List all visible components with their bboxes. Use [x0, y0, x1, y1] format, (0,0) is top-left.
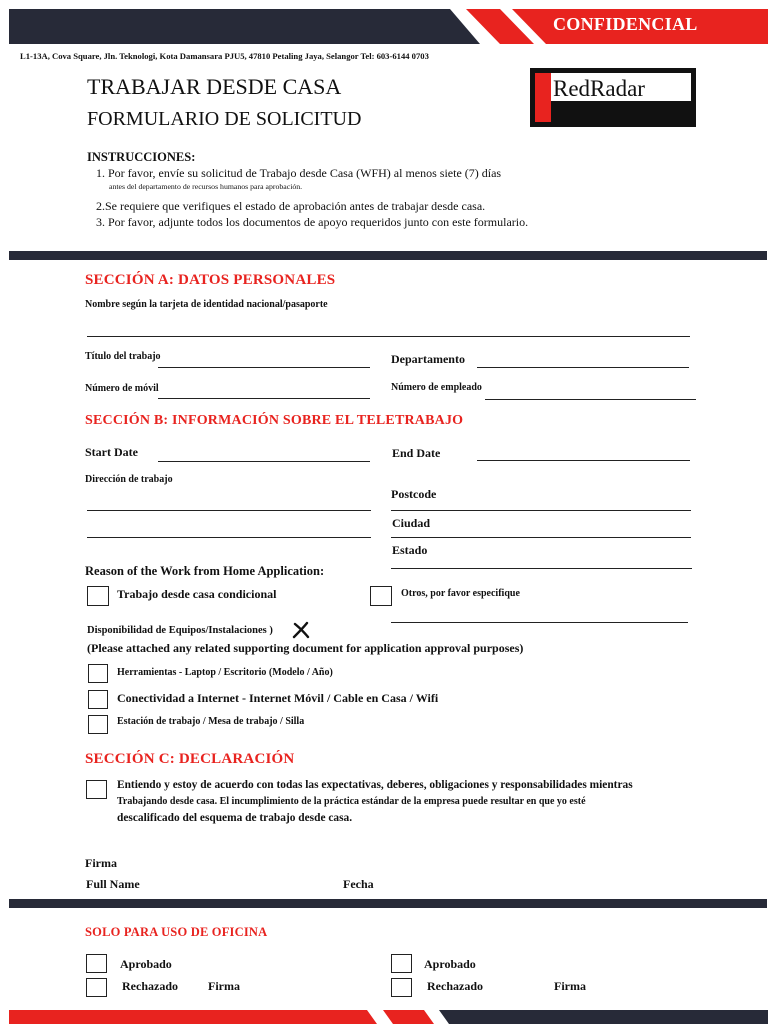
office-use-title: SOLO PARA USO DE OFICINA [85, 925, 268, 939]
signature-label: Firma [85, 856, 117, 870]
employee-no-field[interactable] [485, 399, 696, 400]
reason-other-label: Otros, por favor especifique [401, 588, 520, 599]
footer-banner [0, 1008, 768, 1024]
divider-bar-top [9, 251, 767, 260]
instructions-heading: INSTRUCCIONES: [87, 150, 196, 164]
rejected-left-checkbox[interactable] [86, 978, 107, 997]
approved-right-label: Aprobado [424, 957, 476, 971]
cross-mark-icon [292, 621, 312, 639]
equipment-heading: Disponibilidad de Equipos/Instalaciones ) [87, 625, 273, 636]
declaration-line-3: descalificado del esquema de trabajo desde casa. [117, 812, 353, 824]
approved-left-checkbox[interactable] [86, 954, 107, 973]
start-date-field[interactable] [158, 461, 370, 462]
rejected-right-checkbox[interactable] [391, 978, 412, 997]
instruction-1: 1. Por favor, envíe su solicitud de Trabajo desde Casa (WFH) al menos siete (7) días [96, 166, 502, 180]
equip-tools-label: Herramientas - Laptop / Escritorio (Modelo / Año) [117, 667, 333, 678]
confidential-label: CONFIDENCIAL [553, 14, 698, 34]
name-label: Nombre según la tarjeta de identidad nacional/pasaporte [85, 299, 328, 310]
work-address-label: Dirección de trabajo [85, 474, 173, 485]
city-label: Ciudad [392, 516, 431, 530]
rejected-left-label: Rechazado [122, 979, 178, 993]
full-name-label: Full Name [86, 877, 140, 891]
divider-bar-bottom [9, 899, 767, 908]
state-label: Estado [392, 543, 428, 557]
reason-conditional-checkbox[interactable] [87, 586, 109, 606]
logo-red-mark [535, 73, 551, 122]
work-address-field-1[interactable] [87, 510, 371, 511]
signature-right-label: Firma [554, 979, 586, 993]
job-title-label: Título del trabajo [85, 351, 161, 362]
equip-workstation-label: Estación de trabajo / Mesa de trabajo / Silla [117, 716, 305, 727]
reason-other-field[interactable] [391, 622, 688, 623]
start-date-label: Start Date [85, 445, 138, 459]
company-address: L1-13A, Cova Square, Jln. Teknologi, Kota Damansara PJU5, 47810 Petaling Jaya, Selangor Tel: 603-6144 0703 [20, 51, 429, 61]
signature-left-label: Firma [208, 979, 240, 993]
name-field[interactable] [87, 336, 690, 337]
job-title-field[interactable] [158, 367, 370, 368]
footer-red-mid [383, 1010, 434, 1024]
reason-other-checkbox[interactable] [370, 586, 392, 606]
rejected-right-label: Rechazado [427, 979, 483, 993]
postcode-label: Postcode [391, 487, 437, 501]
postcode-field[interactable] [391, 510, 691, 511]
footer-dark-right [439, 1010, 768, 1024]
state-field[interactable] [391, 568, 692, 569]
declaration-checkbox[interactable] [86, 780, 107, 799]
logo-text: RedRadar [553, 76, 645, 101]
mobile-label: Número de móvil [85, 383, 159, 394]
equip-workstation-checkbox[interactable] [88, 715, 108, 734]
banner-dark-band [9, 9, 480, 44]
end-date-label: End Date [392, 446, 441, 460]
equip-tools-checkbox[interactable] [88, 664, 108, 683]
instruction-3: 3. Por favor, adjunte todos los documentos de apoyo requeridos junto con este formulario. [96, 215, 529, 229]
section-c-title: SECCIÓN C: DECLARACIÓN [85, 751, 295, 767]
department-label: Departamento [391, 352, 465, 366]
approved-left-label: Aprobado [120, 957, 172, 971]
department-field[interactable] [477, 367, 689, 368]
employee-no-label: Número de empleado [391, 382, 482, 393]
end-date-field[interactable] [477, 460, 690, 461]
declaration-line-2: Trabajando desde casa. El incumplimiento de la práctica estándar de la empresa puede resultar en que yo esté [117, 796, 586, 807]
date-label: Fecha [343, 877, 374, 891]
company-logo [530, 68, 696, 127]
declaration-line-1: Entiendo y estoy de acuerdo con todas las expectativas, deberes, obligaciones y responsabilidades mientras [117, 779, 633, 791]
form-title: TRABAJAR DESDE CASA [87, 74, 342, 99]
city-field[interactable] [391, 537, 691, 538]
section-a-title: SECCIÓN A: DATOS PERSONALES [85, 272, 336, 288]
equipment-note: (Please attached any related supporting document for application approval purposes) [87, 641, 524, 655]
equip-internet-label: Conectividad a Internet - Internet Móvil / Cable en Casa / Wifi [117, 691, 439, 705]
header-banner [0, 0, 768, 46]
mobile-field[interactable] [158, 398, 370, 399]
reason-heading: Reason of the Work from Home Application: [85, 564, 325, 578]
instruction-2: 2.Se requiere que verifiques el estado de aprobación antes de trabajar desde casa. [96, 199, 486, 213]
equip-internet-checkbox[interactable] [88, 690, 108, 709]
section-b-title: SECCIÓN B: INFORMACIÓN SOBRE EL TELETRABAJO [85, 413, 464, 428]
instruction-1-cont: antes del departamento de recursos humanos para aprobación. [109, 182, 303, 191]
reason-conditional-label: Trabajo desde casa condicional [117, 587, 277, 601]
footer-red-left [9, 1010, 377, 1024]
form-subtitle: FORMULARIO DE SOLICITUD [87, 108, 362, 130]
work-address-field-2[interactable] [87, 537, 371, 538]
approved-right-checkbox[interactable] [391, 954, 412, 973]
